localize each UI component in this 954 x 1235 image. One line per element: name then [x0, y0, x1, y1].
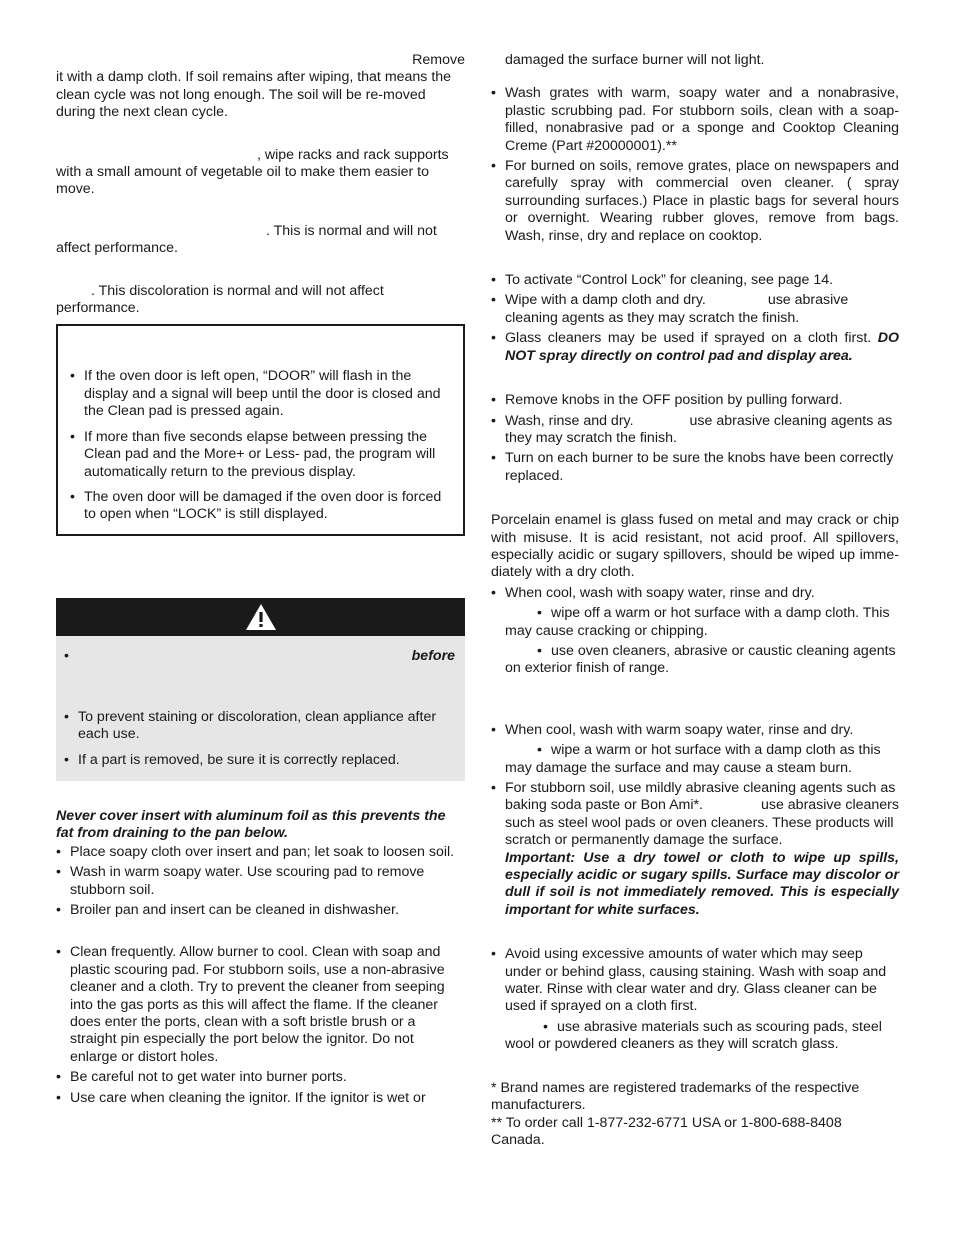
glass-list [491, 946, 899, 1053]
broiler-item-wash: • Wash in warm soapy water. Use scouring pad to remove stubborn soil. [56, 864, 465, 899]
porcelain-item-warm: • wipe off a warm or hot surface with a damp cloth. This may cause cracking or chipping. [491, 605, 899, 640]
self-clean-notes-box [56, 324, 465, 535]
left-column [56, 52, 465, 1107]
paragraph-normal-a: . This is normal and will not [266, 222, 437, 239]
broiler-item-dishwasher: • Broiler pan and insert can be cleaned in dishwasher. [56, 902, 465, 919]
paragraph-remove-lead: Remove [412, 52, 465, 68]
painted-important-note: Important: Use a dry towel or cloth to wipe up spills, especially acidic or sugary spills. Surface may discolor or dull if soil is not immediately removed. This is especially important for white surfaces. [505, 849, 899, 918]
glass-item-abrasive: • use abrasive materials such as scouring pads, steel wool or powdered cleaners as they will scratch glass. [491, 1019, 899, 1054]
burner-item-ignitor: • Use care when cleaning the ignitor. If the ignitor is wet or [56, 1090, 465, 1107]
grates-item-wash: • Wash grates with warm, soapy water and a nonabrasive, plastic scrubbing pad. For stubborn soils, clean with a soap-filled, nonabrasive pad or a sponge and Cooktop Cleaning Creme (Part #20000001).** [491, 85, 899, 155]
painted-item-wash: • When cool, wash with warm soapy water, rinse and dry. [491, 722, 899, 739]
knobs-item-remove: • Remove knobs in the OFF position by pulling forward. [491, 392, 899, 409]
porcelain-item-wash: • When cool, wash with soapy water, rinse and dry. [491, 585, 899, 602]
grates-item-burned: • For burned on soils, remove grates, place on newspapers and carefully spray with commercial oven cleaner. ( spray surrounding surfaces.) Place in plastic bags for several hours or overnight. Wearing rubber gloves, remove from bags. Wash, rinse, dry and replace on cooktop. [491, 158, 899, 245]
warning-item-replaced: • If a part is removed, be sure it is correctly replaced. [64, 752, 455, 769]
painted-item-stubborn: • For stubborn soil, use mildly abrasive cleaning agents such as baking soda paste or Bon Ami*. use abrasive cleaners such as steel wool pads or oven cleaners. These products will scratch or permanently damage the surface. Important: Use a dry towel or cloth to wipe up spills, especially acidic or sugary spills. Surface may discolor or dull if soil is not immediately removed. This is especially important for white surfaces. [491, 780, 899, 919]
warning-before-word: before [411, 647, 455, 664]
note-five-seconds: • If more than five seconds elapse between pressing the Clean pad and the More+ or Less- pad, the program will automatically return to the previous display. [70, 429, 451, 481]
grates-list [491, 85, 899, 245]
paragraph-discoloration-a: . This discoloration is normal and will not affect [91, 282, 384, 299]
note-door-damage: • The oven door will be damaged if the oven door is forced to open when “LOCK” is still displayed. [70, 489, 451, 524]
paragraph-normal-b: affect performance. [56, 240, 178, 257]
control-item-lock: • To activate “Control Lock” for cleaning, see page 14. [491, 272, 899, 289]
warning-body [56, 636, 465, 781]
porcelain-list [491, 585, 899, 678]
painted-list [491, 722, 899, 919]
knobs-list [491, 392, 899, 485]
burner-continuation: damaged the surface burner will not light. [505, 52, 765, 68]
control-list [491, 272, 899, 365]
burner-item-clean: • Clean frequently. Allow burner to cool. Clean with soap and plastic scouring pad. For stubborn soils, use a non-abrasive cleaner and a cloth. Try to prevent the cleaner from seeping into the gas ports as this will affect the flame. If the cleaner does enter the ports, clean with a soft bristle brush or a straight pin especially the port below the ignitor. Do not enlarge or distort holes. [56, 944, 465, 1066]
paragraph-soil-remains: it with a damp cloth. If soil remains after wiping, that means the clean cycle was not long enough. The soil will be re-moved during the next clean cycle. [56, 69, 452, 121]
warning-header [56, 598, 465, 636]
control-item-glass-cleaners: • Glass cleaners may be used if sprayed on a cloth first. DO NOT spray directly on control pad and display area. [491, 330, 899, 365]
warning-triangle-icon [244, 602, 278, 632]
painted-item-warm: • wipe a warm or hot surface with a damp cloth as this may damage the surface and may cause a steam burn. [491, 742, 899, 777]
burner-item-water: • Be careful not to get water into burner ports. [56, 1069, 465, 1086]
right-column [491, 52, 899, 1149]
broiler-foil-note: Never cover insert with aluminum foil as this prevents the fat from draining to the pan below. [56, 807, 446, 842]
knobs-item-wash: • Wash, rinse and dry. use abrasive cleaning agents as they may scratch the finish. [491, 413, 899, 448]
paragraph-discoloration-b: performance. [56, 300, 140, 317]
footnote-order-phone: ** To order call 1-877-232-6771 USA or 1-800-688-8408 Canada. [491, 1114, 842, 1148]
broiler-list [56, 844, 465, 920]
warning-item-staining: • To prevent staining or discoloration, clean appliance after each use. [64, 709, 455, 744]
control-warning-bold: DO NOT spray directly on control pad and display area. [505, 330, 899, 364]
porcelain-intro: Porcelain enamel is glass fused on metal and may crack or chip with misuse. It is acid resistant, not acid proof. All spillovers, especially acidic or sugary spillovers, should be wiped up imme-diately with a dry cloth. [491, 512, 899, 581]
glass-item-water: • Avoid using excessive amounts of water which may seep under or behind glass, causing staining. Wash with soap and water. Rinse with clear water and dry. Glass cleaner can be used if sprayed on a cloth first. [491, 946, 899, 1016]
knobs-item-turn-on: • Turn on each burner to be sure the knobs have been correctly replaced. [491, 450, 899, 485]
broiler-item-soak: • Place soapy cloth over insert and pan; let soak to loosen soil. [56, 844, 465, 861]
burner-list [56, 944, 465, 1107]
paragraph-racks-oil: , wipe racks and rack supports with a small amount of vegetable oil to make them easier to move. [56, 146, 449, 198]
warning-item-first [64, 648, 455, 700]
porcelain-item-cleaners: • use oven cleaners, abrasive or caustic cleaning agents on exterior finish of range. [491, 643, 899, 678]
control-item-wipe: • Wipe with a damp cloth and dry. use abrasive cleaning agents as they may scratch the finish. [491, 292, 899, 327]
warning-box [56, 598, 465, 781]
footnote-trademarks: * Brand names are registered trademarks of the respective manufacturers. [491, 1079, 860, 1114]
note-door-open: • If the oven door is left open, “DOOR” will flash in the display and a signal will beep until the door is closed and the Clean pad is pressed again. [70, 368, 451, 420]
